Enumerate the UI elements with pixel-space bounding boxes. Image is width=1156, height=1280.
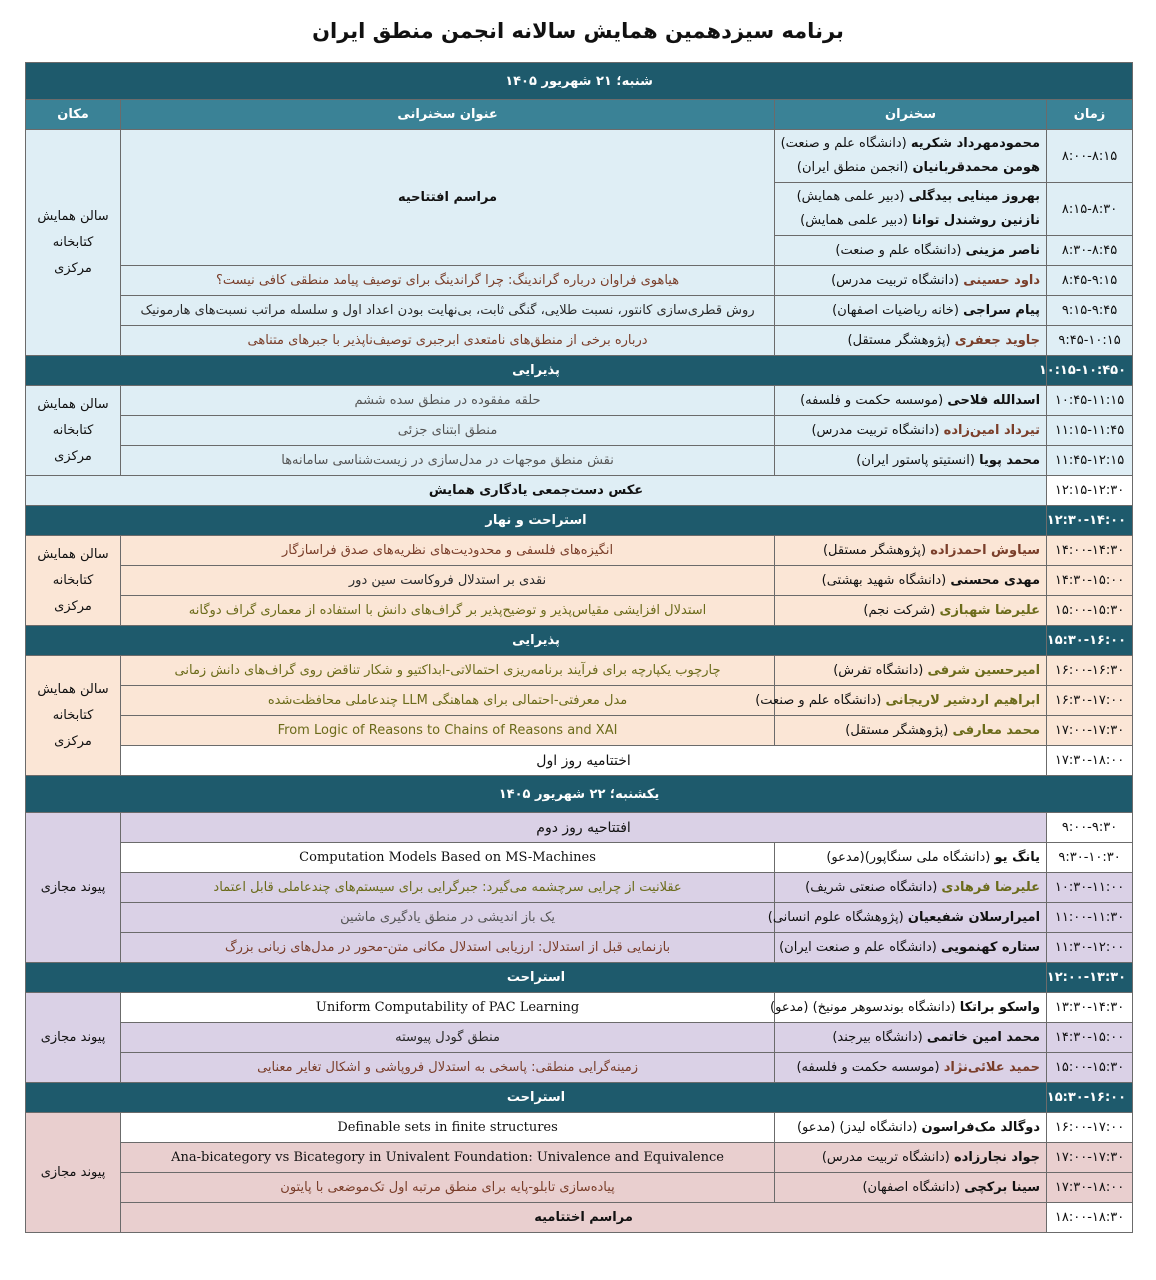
time-cell: ۱۷:۳۰-۱۸:۰۰ [1047,746,1133,776]
speaker-cell [775,446,1047,476]
speaker-cell [775,236,1047,266]
time-cell: ۱۷:۰۰-۱۷:۳۰ [1047,1143,1133,1173]
talk-title: اختتامیه روز اول [121,746,1047,776]
table-row [26,446,1133,476]
talk-title: نقدی بر استدلال فروکاست سین دور [121,566,775,596]
speaker-name: بهروز مینایی بیدگلی [908,189,1041,204]
time-cell: ۱۱:۰۰-۱۱:۳۰ [1047,903,1133,933]
break-label: استراحت و نهار [26,506,1047,536]
table-row [26,903,1133,933]
table-row [26,716,1133,746]
table-row [26,1113,1133,1143]
table-row [26,296,1133,326]
speaker-affiliation: (انستیتو پاستور ایران) [856,453,975,468]
time-cell: ۱۳:۳۰-۱۴:۳۰ [1047,993,1133,1023]
speaker-affiliation: (دانشگاه صنعتی شریف) [805,880,938,895]
table-row [26,933,1133,963]
place-cell: پیوند مجازی [26,993,121,1083]
time-cell: ۱۷:۰۰-۱۷:۳۰ [1047,716,1133,746]
talk-title: زمینه‌گرایی منطقی: پاسخی به استدلال فروپاشی و اشکال تغایر معنایی [121,1053,775,1083]
time-cell: ۱۱:۱۵-۱۱:۴۵ [1047,416,1133,446]
talk-title: یک باز اندیشی در منطق یادگیری ماشین [121,903,775,933]
time-cell: ۹:۱۵-۹:۴۵ [1047,296,1133,326]
speaker-name: واسکو براتکا [959,1000,1041,1015]
time-cell: ۱۰:۱۵-۱۰:۴۵۰ [1047,356,1133,386]
speaker-cell [775,1023,1047,1053]
talk-title: چارچوب یکپارچه برای فرآیند برنامه‌ریزی احتمالاتی-ابداکتیو و شکار تناقض روی گراف‌های دانش زمانی [121,656,775,686]
talk-title: عکس دست‌جمعی یادگاری همایش [26,476,1047,506]
place-cell: پیوند مجازی [26,813,121,963]
speaker-affiliation: (دانشگاه علم و صنعت) [835,243,962,258]
speaker-cell [775,1053,1047,1083]
speaker-cell [775,873,1047,903]
speaker-affiliation: (پژوهشگر مستقل) [845,723,949,738]
time-cell: ۱۲:۰۰-۱۳:۳۰ [1047,963,1133,993]
table-row [26,843,1133,873]
table-row [26,746,1133,776]
talk-title: درباره برخی از منطق‌های نامتعدی ابرجبری توصیف‌ناپذیر با جبرهای متناهی [121,326,775,356]
speaker-affiliation: (پژوهشگر مستقل) [847,333,951,348]
talk-title: مدل معرفتی-احتمالی برای هماهنگی LLM چندعاملی محافظت‌شده [121,686,775,716]
time-cell: ۱۵:۳۰-۱۶:۰۰ [1047,1083,1133,1113]
time-cell: ۱۵:۳۰-۱۶:۰۰ [1047,626,1133,656]
break-row [26,963,1133,993]
table-row [26,596,1133,626]
speaker-name: محمد معارفی [952,723,1041,738]
speaker-cell [755,686,1047,716]
break-label: پذیرایی [26,626,1047,656]
talk-title: Ana-bicategory vs Bicategory in Univalent Foundation: Univalence and Equivalence [121,1143,775,1173]
time-cell: ۱۲:۱۵-۱۲:۳۰ [1047,476,1133,506]
table-row [26,656,1133,686]
time-cell: ۱۴:۳۰-۱۵:۰۰ [1047,1023,1133,1053]
time-cell: ۱۴:۳۰-۱۵:۰۰ [1047,566,1133,596]
speaker-affiliation: (دانشگاه تربیت مدرس) [831,273,960,288]
schedule-table [25,62,1133,1233]
speaker-cell [775,1143,1047,1173]
speaker-affiliation: (دبیر علمی همایش) [796,189,905,204]
talk-title: منطق گودل پیوسته [121,1023,775,1053]
break-row [26,1083,1133,1113]
speaker-name: هومن محمدقربانیان [912,160,1041,175]
speaker-cell [775,183,1047,236]
talk-title: From Logic of Reasons to Chains of Reasons and XAI [121,716,775,746]
talk-title: روش قطری‌سازی کانتور، نسبت طلایی، گنگی ثابت، بی‌نهایت بودن اعداد اول و سلسله مراتب نسبت‌های هارمونیک [121,296,775,326]
speaker-name: جواد نجارزاده [953,1150,1041,1165]
speaker-name: علیرضا شهبازی [939,603,1041,618]
table-row [26,130,1133,183]
speaker-cell [775,843,1047,873]
talk-title: Definable sets in finite structures [121,1113,775,1143]
speaker-name: ستاره کهنمویی [941,940,1041,955]
talk-title: هیاهوی فراوان درباره گراندینگ: چرا گراندینگ برای توصیف پیامد منطقی کافی نیست؟ [121,266,775,296]
table-row [26,266,1133,296]
header-speaker: سخنران [775,100,1047,130]
talk-title: مراسم افتتاحیه [121,130,775,266]
talk-title: حلقه مفقوده در منطق سده ششم [121,386,775,416]
talk-title: افتتاحیه روز دوم [121,813,1047,843]
speaker-name: تیرداد امین‌زاده [943,423,1041,438]
speaker-affiliation: (دانشگاه لیدز) (مدعو) [796,1120,918,1135]
day-header-row [26,63,1133,100]
table-row [26,1053,1133,1083]
talk-title: بازنمایی قبل از استدلال: ارزیابی استدلال مکانی متن-محور در مدل‌های زبانی بزرگ [121,933,775,963]
speaker-cell [775,1113,1047,1143]
table-row [26,1173,1133,1203]
day-title: یکشنبه؛ ۲۲ شهریور ۱۴۰۵ [26,776,1133,813]
break-label: استراحت [26,1083,1047,1113]
speaker-name: داود حسینی [963,273,1041,288]
speaker-cell [775,596,1047,626]
talk-title: عقلانیت از چرایی سرچشمه می‌گیرد: جبرگرایی برای سیستم‌های چندعاملی قابل اعتماد [121,873,775,903]
time-cell: ۸:۳۰-۸:۴۵ [1047,236,1133,266]
speaker-name: پیام سراجی [963,303,1041,318]
table-row [26,813,1133,843]
day-title: شنبه؛ ۲۱ شهریور ۱۴۰۵ [26,63,1133,100]
speaker-affiliation: (دانشگاه علم و صنعت) [780,136,907,151]
speaker-name: ابراهیم اردشیر لاریجانی [885,693,1041,708]
speaker-affiliation: (دانشگاه علم و صنعت ایران) [779,940,937,955]
speaker-cell [775,566,1047,596]
break-row [26,356,1133,386]
table-row [26,873,1133,903]
place-cell: سالن همایش کتابخانه مرکزی [26,386,121,476]
speaker-cell [770,993,1047,1023]
speaker-affiliation: (موسسه حکمت و فلسفه) [796,1060,940,1075]
table-row [26,566,1133,596]
time-cell: ۱۶:۰۰-۱۷:۰۰ [1047,1113,1133,1143]
table-row [26,686,1133,716]
header-time: زمان [1047,100,1133,130]
talk-title: منطق ابتنای جزئی [121,416,775,446]
break-label: پذیرایی [26,356,1047,386]
table-row [26,476,1133,506]
time-cell: ۸:۴۵-۹:۱۵ [1047,266,1133,296]
speaker-affiliation: (دانشگاه اصفهان) [862,1180,961,1195]
speaker-cell [775,296,1047,326]
speaker-name: ناصر مزینی [965,243,1041,258]
talk-title: نقش منطق موجهات در مدل‌سازی در زیست‌شناسی سامانه‌ها [121,446,775,476]
place-cell: سالن همایش کتابخانه مرکزی [26,130,121,356]
speaker-cell [775,326,1047,356]
time-cell: ۱۱:۴۵-۱۲:۱۵ [1047,446,1133,476]
speaker-name: سیاوش احمدزاده [930,543,1041,558]
speaker-cell [775,1173,1047,1203]
speaker-cell [775,416,1047,446]
speaker-affiliation: (شرکت نجم) [863,603,936,618]
speaker-affiliation: (موسسه حکمت و فلسفه) [800,393,944,408]
break-label: استراحت [26,963,1047,993]
table-row [26,993,1133,1023]
speaker-name: محمد پویا [979,453,1041,468]
table-row [26,416,1133,446]
speaker-affiliation: (پژوهشگر مستقل) [822,543,927,558]
speaker-affiliation: (دانشگاه تربیت مدرس) [821,1150,950,1165]
time-cell: ۹:۰۰-۹:۳۰ [1047,813,1133,843]
speaker-name: یانگ یو [994,850,1041,865]
talk-title: Computation Models Based on MS-Machines [121,843,775,873]
speaker-name: مهدی محسنی [950,573,1041,588]
time-cell: ۱۵:۰۰-۱۵:۳۰ [1047,596,1133,626]
speaker-name: امیرارسلان شفیعیان [907,910,1041,925]
speaker-name: دوگالد مک‌فراسون [921,1120,1041,1135]
speaker-name: اسدالله فلاحی [947,393,1041,408]
speaker-name: نازنین روشندل توانا [912,213,1041,228]
speaker-cell [775,656,1047,686]
speaker-affiliation: (دانشگاه تفرش) [833,663,924,678]
time-cell: ۱۰:۳۰-۱۱:۰۰ [1047,873,1133,903]
speaker-name: محمودمهرداد شکریه [910,136,1041,151]
speaker-name: محمد امین خاتمی [926,1030,1041,1045]
time-cell: ۸:۰۰-۸:۱۵ [1047,130,1133,183]
time-cell: ۱۶:۳۰-۱۷:۰۰ [1047,686,1133,716]
header-place: مکان [26,100,121,130]
speaker-name: سینا برکچی [964,1180,1041,1195]
table-row [26,326,1133,356]
talk-title: Uniform Computability of PAC Learning [121,993,775,1023]
time-cell: ۹:۳۰-۱۰:۳۰ [1047,843,1133,873]
time-cell: ۱۲:۳۰-۱۴:۰۰ [1047,506,1133,536]
time-cell: ۹:۴۵-۱۰:۱۵ [1047,326,1133,356]
time-cell: ۱۷:۳۰-۱۸:۰۰ [1047,1173,1133,1203]
time-cell: ۱۴:۰۰-۱۴:۳۰ [1047,536,1133,566]
time-cell: ۸:۱۵-۸:۳۰ [1047,183,1133,236]
speaker-name: امیرحسین شرفی [927,663,1041,678]
speaker-affiliation: (خانه ریاضیات اصفهان) [832,303,959,318]
place-cell: سالن همایش کتابخانه مرکزی [26,536,121,626]
break-row [26,506,1133,536]
speaker-affiliation: (دبیر علمی همایش) [800,213,909,228]
talk-title: انگیزه‌های فلسفی و محدودیت‌های نظریه‌های صدق فراسازگار [121,536,775,566]
table-row [26,536,1133,566]
break-row [26,626,1133,656]
speaker-affiliation: (دانشگاه شهید بهشتی) [821,573,947,588]
speaker-name: جاوید جعفری [954,333,1041,348]
speaker-cell [775,130,1047,183]
time-cell: ۱۰:۴۵-۱۱:۱۵ [1047,386,1133,416]
speaker-affiliation: (دانشگاه بوندسوهر مونیخ) (مدعو) [770,1000,956,1015]
page-title: برنامه سیزدهمین همایش سالانه انجمن منطق ایران [312,19,844,43]
table-row [26,1143,1133,1173]
speaker-affiliation: (دانشگاه ملی سنگاپور)(مدعو) [826,850,991,865]
time-cell: ۱۸:۰۰-۱۸:۳۰ [1047,1203,1133,1233]
day-header-row [26,776,1133,813]
table-row [26,1023,1133,1053]
speaker-cell [775,386,1047,416]
time-cell: ۱۵:۰۰-۱۵:۳۰ [1047,1053,1133,1083]
speaker-cell [767,903,1047,933]
column-header-row [26,100,1133,130]
time-cell: ۱۱:۳۰-۱۲:۰۰ [1047,933,1133,963]
header-talk: عنوان سخنرانی [121,100,775,130]
speaker-affiliation: (انجمن منطق ایران) [796,160,909,175]
speaker-name: علیرضا فرهادی [941,880,1041,895]
time-cell: ۱۶:۰۰-۱۶:۳۰ [1047,656,1133,686]
place-cell: پیوند مجازی [26,1113,121,1233]
talk-title: پیاده‌سازی تابلو-پایه برای منطق مرتبه اول تک‌موضعی با پایتون [121,1173,775,1203]
speaker-cell [775,716,1047,746]
speaker-cell [775,266,1047,296]
speaker-affiliation: (دانشگاه علم و صنعت) [755,693,882,708]
speaker-name: حمید علائی‌نژاد [943,1060,1041,1075]
speaker-affiliation: (دانشگاه تربیت مدرس) [811,423,940,438]
speaker-cell [775,536,1047,566]
place-cell: سالن همایش کتابخانه مرکزی [26,656,121,776]
table-row [26,386,1133,416]
talk-title: استدلال افزایشی مقیاس‌پذیر و توضیح‌پذیر بر گراف‌های دانش با استفاده از معماری گراف دوگانه [121,596,775,626]
talk-title: مراسم اختتامیه [121,1203,1047,1233]
table-row [26,1203,1133,1233]
speaker-cell [775,933,1047,963]
speaker-affiliation: (پژوهشگاه علوم انسانی) [767,910,904,925]
speaker-affiliation: (دانشگاه بیرجند) [832,1030,923,1045]
